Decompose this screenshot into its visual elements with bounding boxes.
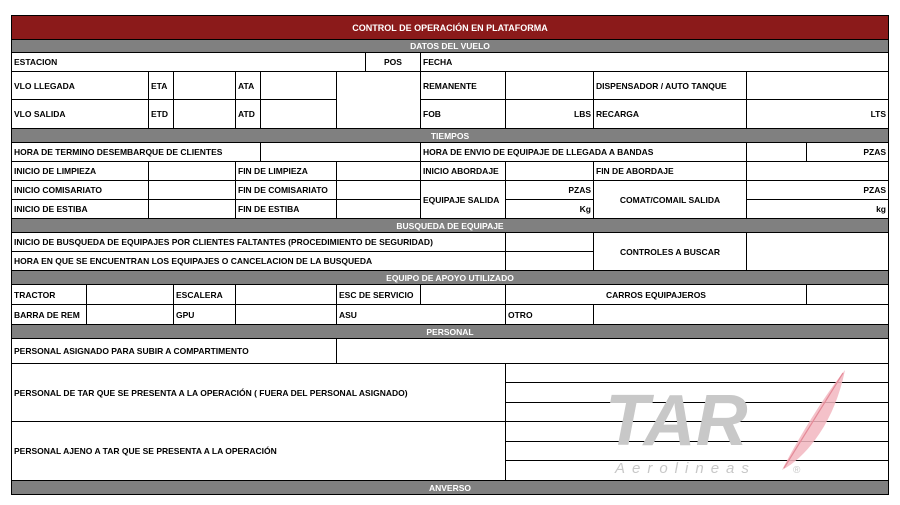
fin-limpieza-value[interactable] bbox=[337, 162, 421, 181]
esc-servicio-label: ESC DE SERVICIO bbox=[337, 285, 421, 305]
feather-vein bbox=[784, 373, 843, 468]
section-personal: PERSONAL bbox=[11, 325, 889, 339]
recarga-label: RECARGA bbox=[594, 100, 747, 129]
carros-value[interactable] bbox=[807, 285, 889, 305]
personal-tar-label: PERSONAL DE TAR QUE SE PRESENTA A LA OPERACIÓN ( FUERA DEL PERSONAL ASIGNADO) bbox=[11, 364, 506, 422]
fin-estiba-label: FIN DE ESTIBA bbox=[236, 200, 337, 219]
otro-label: OTRO bbox=[506, 305, 594, 325]
gpu-value[interactable] bbox=[236, 305, 337, 325]
fin-estiba-value[interactable] bbox=[337, 200, 421, 219]
controles-value[interactable] bbox=[747, 233, 889, 271]
lbs-unit: LBS bbox=[506, 100, 594, 129]
dispensador-label: DISPENSADOR / AUTO TANQUE bbox=[594, 72, 747, 100]
controles-label: CONTROLES A BUSCAR bbox=[594, 233, 747, 271]
otro-value[interactable] bbox=[594, 305, 889, 325]
hora-encuentran-label: HORA EN QUE SE ENCUENTRAN LOS EQUIPAJES O CANCELACION DE LA BUSQUEDA bbox=[11, 252, 506, 271]
form-title: CONTROL DE OPERACIÓN EN PLATAFORMA bbox=[11, 15, 889, 40]
fin-comisariato-label: FIN DE COMISARIATO bbox=[236, 181, 337, 200]
fin-abordaje-value[interactable] bbox=[747, 162, 889, 181]
estacion-label: ESTACION bbox=[11, 53, 366, 72]
pzas-unit-llegada: PZAS bbox=[807, 143, 889, 162]
hora-termino-value[interactable] bbox=[261, 143, 421, 162]
inicio-estiba-label: INICIO DE ESTIBA bbox=[11, 200, 149, 219]
barra-value[interactable] bbox=[87, 305, 174, 325]
gpu-label: GPU bbox=[174, 305, 236, 325]
kg-unit-equipaje: Kg bbox=[506, 200, 594, 219]
escalera-value[interactable] bbox=[236, 285, 337, 305]
etd-label: ETD bbox=[149, 100, 174, 129]
inicio-estiba-value[interactable] bbox=[149, 200, 236, 219]
tractor-value[interactable] bbox=[87, 285, 174, 305]
section-datos-vuelo: DATOS DEL VUELO bbox=[11, 40, 889, 53]
personal-asignado-value[interactable] bbox=[337, 339, 889, 364]
asu-label: ASU bbox=[337, 305, 506, 325]
inicio-abordaje-label: INICIO ABORDAJE bbox=[421, 162, 506, 181]
section-equipo-apoyo: EQUIPO DE APOYO UTILIZADO bbox=[11, 271, 889, 285]
vlo-salida-label: VLO SALIDA bbox=[11, 100, 149, 129]
inicio-abordaje-value[interactable] bbox=[506, 162, 594, 181]
hora-envio-label: HORA DE ENVIO DE EQUIPAJE DE LLEGADA A BANDAS bbox=[421, 143, 747, 162]
carros-label: CARROS EQUIPAJEROS bbox=[506, 285, 807, 305]
comat-label: COMAT/COMAIL SALIDA bbox=[594, 181, 747, 219]
dispensador-value[interactable] bbox=[747, 72, 889, 100]
tar-logo bbox=[600, 365, 850, 480]
inicio-limpieza-label: INICIO DE LIMPIEZA bbox=[11, 162, 149, 181]
remanente-value[interactable] bbox=[506, 72, 594, 100]
personal-ajeno-label: PERSONAL AJENO A TAR QUE SE PRESENTA A LA OPERACIÓN bbox=[11, 422, 506, 481]
pos-value[interactable] bbox=[337, 72, 421, 129]
pzas-unit-equipaje: PZAS bbox=[506, 181, 594, 200]
ata-label: ATA bbox=[236, 72, 261, 100]
ata-value[interactable] bbox=[261, 72, 337, 100]
fecha-label: FECHA bbox=[421, 53, 889, 72]
personal-asignado-label: PERSONAL ASIGNADO PARA SUBIR A COMPARTIMENTO bbox=[11, 339, 337, 364]
fin-limpieza-label: FIN DE LIMPIEZA bbox=[236, 162, 337, 181]
logo-word: TAR bbox=[605, 381, 748, 461]
esc-servicio-value[interactable] bbox=[421, 285, 506, 305]
equipaje-salida-label: EQUIPAJE SALIDA bbox=[421, 181, 506, 219]
fin-abordaje-label: FIN DE ABORDAJE bbox=[594, 162, 747, 181]
lts-unit: LTS bbox=[747, 100, 889, 129]
logo-registered: ® bbox=[793, 465, 801, 476]
section-busqueda: BUSQUEDA DE EQUIPAJE bbox=[11, 219, 889, 233]
hora-encuentran-value[interactable] bbox=[506, 252, 594, 271]
inicio-busqueda-value[interactable] bbox=[506, 233, 594, 252]
fin-comisariato-value[interactable] bbox=[337, 181, 421, 200]
barra-label: BARRA DE REM bbox=[11, 305, 87, 325]
logo-subtitle: Aerolineas bbox=[615, 460, 756, 477]
section-tiempos: TIEMPOS bbox=[11, 129, 889, 143]
pzas-unit-comat: PZAS bbox=[747, 181, 889, 200]
fob-label: FOB bbox=[421, 100, 506, 129]
etd-value[interactable] bbox=[174, 100, 236, 129]
remanente-label: REMANENTE bbox=[421, 72, 506, 100]
eta-value[interactable] bbox=[174, 72, 236, 100]
atd-value[interactable] bbox=[261, 100, 337, 129]
inicio-busqueda-label: INICIO DE BUSQUEDA DE EQUIPAJES POR CLIENTES FALTANTES (PROCEDIMIENTO DE SEGURIDAD) bbox=[11, 233, 506, 252]
eta-label: ETA bbox=[149, 72, 174, 100]
vlo-llegada-label: VLO LLEGADA bbox=[11, 72, 149, 100]
inicio-comisariato-value[interactable] bbox=[149, 181, 236, 200]
footer-anverso: ANVERSO bbox=[11, 481, 889, 495]
inicio-comisariato-label: INICIO COMISARIATO bbox=[11, 181, 149, 200]
kg-unit-comat: kg bbox=[747, 200, 889, 219]
atd-label: ATD bbox=[236, 100, 261, 129]
hora-envio-value[interactable] bbox=[747, 143, 807, 162]
escalera-label: ESCALERA bbox=[174, 285, 236, 305]
inicio-limpieza-value[interactable] bbox=[149, 162, 236, 181]
pos-label: POS bbox=[366, 53, 421, 72]
hora-termino-label: HORA DE TERMINO DESEMBARQUE DE CLIENTES bbox=[11, 143, 261, 162]
tractor-label: TRACTOR bbox=[11, 285, 87, 305]
